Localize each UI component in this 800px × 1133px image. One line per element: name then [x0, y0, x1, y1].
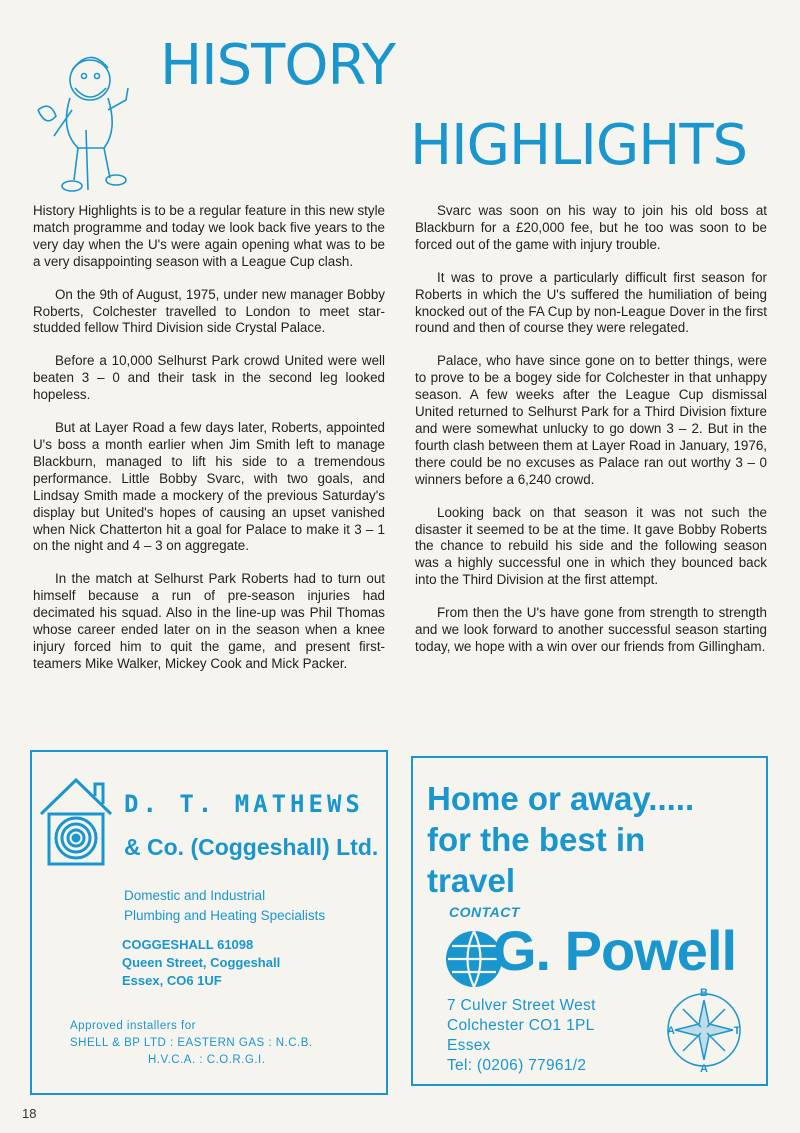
- company-name: G. Powell: [493, 919, 737, 982]
- street-line: Queen Street, Coggeshall: [122, 955, 281, 970]
- services-line: Domestic and Industrial: [124, 888, 266, 903]
- article-column-left: [33, 203, 385, 689]
- page-number: 18: [22, 1106, 37, 1121]
- advert-mathews: [30, 750, 388, 1095]
- mascot-illustration: [30, 40, 145, 200]
- approved-line: Approved installers for: [70, 1020, 196, 1032]
- advert-powell: [411, 756, 768, 1086]
- county-line: Essex, CO6 1UF: [122, 973, 222, 988]
- svg-text:T: T: [733, 1025, 741, 1037]
- county-line: Essex: [447, 1037, 491, 1054]
- services-line: Plumbing and Heating Specialists: [124, 908, 326, 923]
- approved-line: H.V.C.A. : C.O.R.G.I.: [148, 1054, 266, 1066]
- company-name: D. T. MATHEWS: [124, 790, 364, 818]
- article-paragraph: Palace, who have since gone on to better things, were to prove to be a bogey side for Colchester in that unhappy season. A few weeks after the League Cup dismissal United returned to Selhurst Park for a Third Division fixture and were somewhat unlucky to go down 3 – 2. But in the fourth clash between them at Layer Road in January, 1976, there could be no excuses as Palace ran out worthy 3 – 0 winners before a 6,240 crowd.: [415, 353, 767, 487]
- approved-installers: [70, 1018, 313, 1069]
- contact-label: CONTACT: [449, 904, 520, 920]
- company-name-sub: & Co. (Coggeshall) Ltd.: [124, 834, 379, 860]
- abta-badge-icon: [663, 986, 745, 1074]
- advert-headline: [427, 778, 694, 901]
- article-paragraph: On the 9th of August, 1975, under new manager Bobby Roberts, Colchester travelled to London to meet star-studded fellow Third Division side Crystal Palace.: [33, 286, 385, 336]
- town-line: Colchester CO1 1PL: [447, 1017, 595, 1034]
- street-line: 7 Culver Street West: [447, 997, 596, 1014]
- headline-line: travel: [427, 862, 516, 899]
- svg-text:B: B: [700, 987, 708, 999]
- svg-text:A: A: [700, 1063, 708, 1074]
- article-paragraph: Svarc was soon on his way to join his old boss at Blackburn for a £20,000 fee, but he too was soon to be forced out of the game with injury trouble.: [415, 203, 767, 252]
- services-text: [124, 886, 325, 926]
- article-paragraph: But at Layer Road a few days later, Roberts, appointed U's boss a month earlier when Jim Smith left to manage Blackburn, managed to lift his side to a tremendous performance. Little Bobby Svarc, with two goals, and Lindsay Smith made a mockery of the previous Saturday's display but United's hopes of causing an upset vanished when Nick Chatterton hit a goal for Palace to make it 3 – 1 on the night and 4 – 3 on aggregate.: [33, 420, 385, 554]
- article-paragraph: History Highlights is to be a regular feature in this new style match programme and today we look back five years to the very day when the U's were again opening what was to be a very disappointing season with a League Cup clash.: [33, 203, 385, 269]
- article-paragraph: From then the U's have gone from strength to strength and we look forward to another successful season starting today, we hope with a win over our friends from Gillingham.: [415, 605, 767, 654]
- company-address: [447, 996, 596, 1076]
- approved-line: SHELL & BP LTD : EASTERN GAS : N.C.B.: [70, 1037, 313, 1049]
- company-address: [122, 936, 280, 990]
- article-paragraph: It was to prove a particularly difficult first season for Roberts in which the U's suffered the humiliation of being knocked out of the FA Cup by non-League Dover in the first round and then of course they were relegated.: [415, 269, 767, 336]
- house-logo-icon: [37, 774, 115, 869]
- article-column-right: [415, 203, 767, 672]
- headline-line: Home or away.....: [427, 780, 695, 817]
- article-paragraph: Looking back on that season it was not such the disaster it seemed to be at the time. It gave Bobby Roberts the chance to rebuild his side and the following season was a highly successful one in which they bounced back into the Third Division at the first attempt.: [415, 504, 767, 588]
- page-title-line-2: HIGHLIGHTS: [410, 113, 748, 178]
- article-paragraph: In the match at Selhurst Park Roberts had to turn out himself because a run of pre-season injuries had decimated his squad. Also in the line-up was Phil Thomas whose career ended later on in the season when a knee injury forced him to quit the game, and present first-teamers Mike Walker, Mickey Cook and Mick Packer.: [33, 571, 385, 671]
- article-paragraph: Before a 10,000 Selhurst Park crowd United were well beaten 3 – 0 and their task in the second leg looked hopeless.: [33, 353, 385, 403]
- svg-text:A: A: [667, 1025, 675, 1037]
- phone-number: COGGESHALL 61098: [122, 937, 254, 952]
- phone-number: Tel: (0206) 77961/2: [447, 1057, 587, 1074]
- headline-line: for the best in: [427, 821, 646, 858]
- page-title-line-1: HISTORY: [160, 33, 395, 98]
